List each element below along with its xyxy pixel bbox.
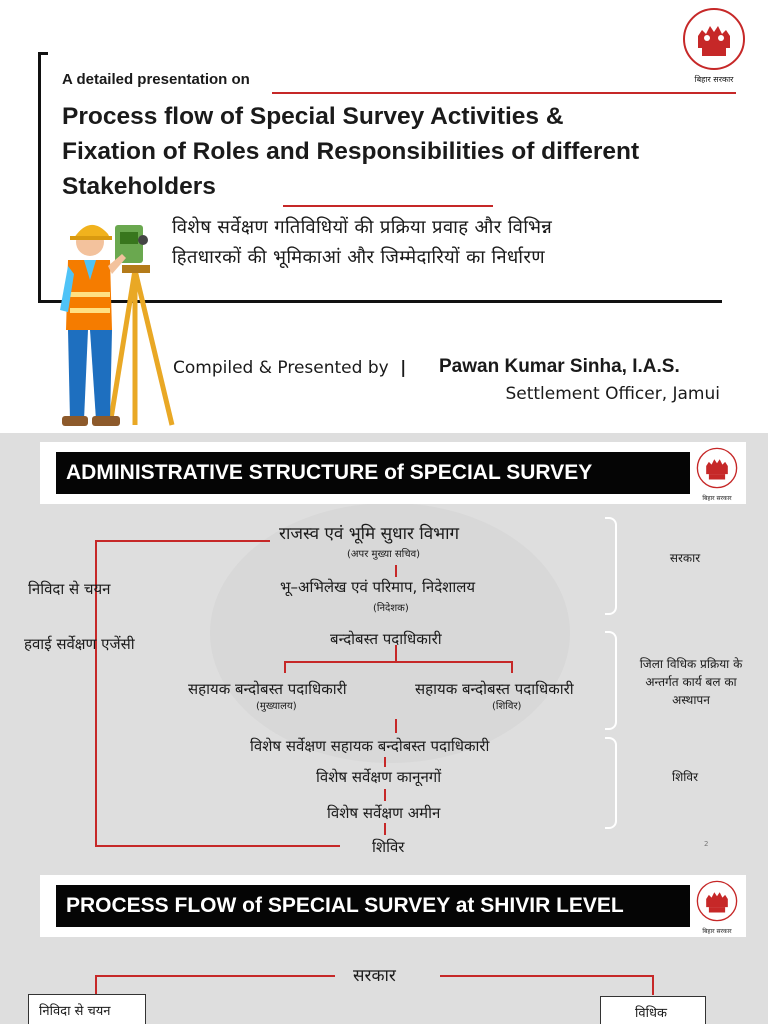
side-label-district-task-force: जिला विधिक प्रक्रिया के अन्तर्गत कार्य बल का अस्थापन [639, 657, 743, 707]
node-asst-settlement-officer-hq: सहायक बन्दोबस्त पदाधिकारी [188, 680, 347, 698]
author-designation: Settlement Officer, Jamui [505, 384, 720, 404]
connector-line [384, 757, 386, 767]
node-asst-hq-sub: (मुख्यालय) [256, 701, 297, 712]
title-line: Fixation of Roles and Responsibilities of different [62, 138, 640, 165]
slide-banner [40, 442, 746, 504]
node-camp: शिविर [372, 838, 405, 856]
admin-structure-slide [0, 433, 768, 866]
connector-line [284, 661, 512, 663]
logo-label: बिहार सरकार [702, 495, 732, 502]
bihar-govt-logo [694, 446, 740, 502]
node-directorate-sub: (निदेशक) [373, 603, 409, 614]
node-asst-camp-sub: (शिविर) [492, 701, 522, 712]
connector-line [95, 845, 340, 847]
node-legal: विधिक [635, 1006, 667, 1021]
node-tender-selection: निविदा से चयन [39, 1004, 111, 1019]
bihar-emblem-icon [694, 446, 740, 490]
node-aerial-survey-agency: हवाई सर्वेक्षण एजेंसी [24, 635, 135, 653]
connector-line [95, 540, 270, 542]
bihar-emblem-icon [694, 879, 740, 923]
page-number: 2 [704, 840, 709, 848]
title-slide [0, 0, 768, 433]
node-special-amin: विशेष सर्वेक्षण अमीन [327, 804, 441, 822]
logo-label: बिहार सरकार [702, 928, 732, 935]
node-special-kanungo: विशेष सर्वेक्षण कानूनगों [316, 768, 442, 786]
connector-line [95, 975, 335, 977]
node-asst-settlement-officer-camp: सहायक बन्दोबस्त पदाधिकारी [415, 680, 574, 698]
connector-line [440, 975, 653, 977]
bihar-govt-logo [694, 879, 740, 935]
process-flow-slide [0, 866, 768, 1024]
connector-line [384, 789, 386, 801]
node-revenue-department-sub: (अपर मुख्या सचिव) [347, 549, 421, 560]
title-line: Process flow of Special Survey Activities & [62, 103, 564, 130]
group-brace [605, 737, 617, 829]
group-brace [605, 517, 617, 615]
node-tender-selection-box [28, 994, 146, 1024]
surveyor-illustration-icon [40, 210, 190, 432]
side-label-government: सरकार [669, 551, 701, 565]
bihar-govt-logo [680, 8, 748, 85]
hindi-title-line: हितधारकों की भूमिकाआं और जिम्मेदारियों का निर्धारण [172, 247, 545, 268]
author-name: Pawan Kumar Sinha, I.A.S. [439, 356, 680, 377]
node-settlement-officer: बन्दोबस्त पदाधिकारी [330, 630, 442, 648]
logo-label: बिहार सरकार [694, 75, 734, 84]
connector-line [395, 565, 397, 577]
subtitle-red-underline [272, 92, 736, 94]
connector-line [384, 823, 386, 835]
node-legal-box [600, 996, 706, 1024]
banner-title: ADMINISTRATIVE STRUCTURE of SPECIAL SURVEY [56, 452, 690, 494]
connector-line [95, 975, 97, 995]
separator: | [400, 358, 407, 378]
hindi-title [172, 213, 552, 273]
presentation-title [62, 99, 752, 204]
connector-line [511, 661, 513, 673]
node-government: सरकार [353, 966, 396, 986]
bihar-emblem-icon [680, 8, 748, 70]
title-line: Stakeholders [62, 173, 216, 200]
connector-line [395, 719, 397, 733]
group-brace [605, 631, 617, 730]
connector-line [652, 975, 654, 995]
title-red-underline [283, 205, 493, 207]
node-revenue-department: राजस्व एवं भूमि सुधार विभाग [279, 524, 460, 544]
banner-title: PROCESS FLOW of SPECIAL SURVEY at SHIVIR LEVEL [56, 885, 690, 927]
connector-line [284, 661, 286, 673]
node-directorate: भू–अभिलेख एवं परिमाप, निदेशालय [280, 578, 476, 596]
slide-banner [40, 875, 746, 937]
compiled-by-label: Compiled & Presented by | [173, 358, 407, 378]
node-tender-selection: निविदा से चयन [28, 580, 111, 598]
node-special-asst-settlement-officer: विशेष सर्वेक्षण सहायक बन्दोबस्त पदाधिकारी [250, 737, 490, 755]
presentation-subtitle: A detailed presentation on [62, 71, 250, 88]
hindi-title-line: विशेष सर्वेक्षण गतिविधियों की प्रक्रिया प्रवाह और विभिन्न [172, 217, 553, 238]
side-label-camp: शिविर [672, 770, 698, 784]
